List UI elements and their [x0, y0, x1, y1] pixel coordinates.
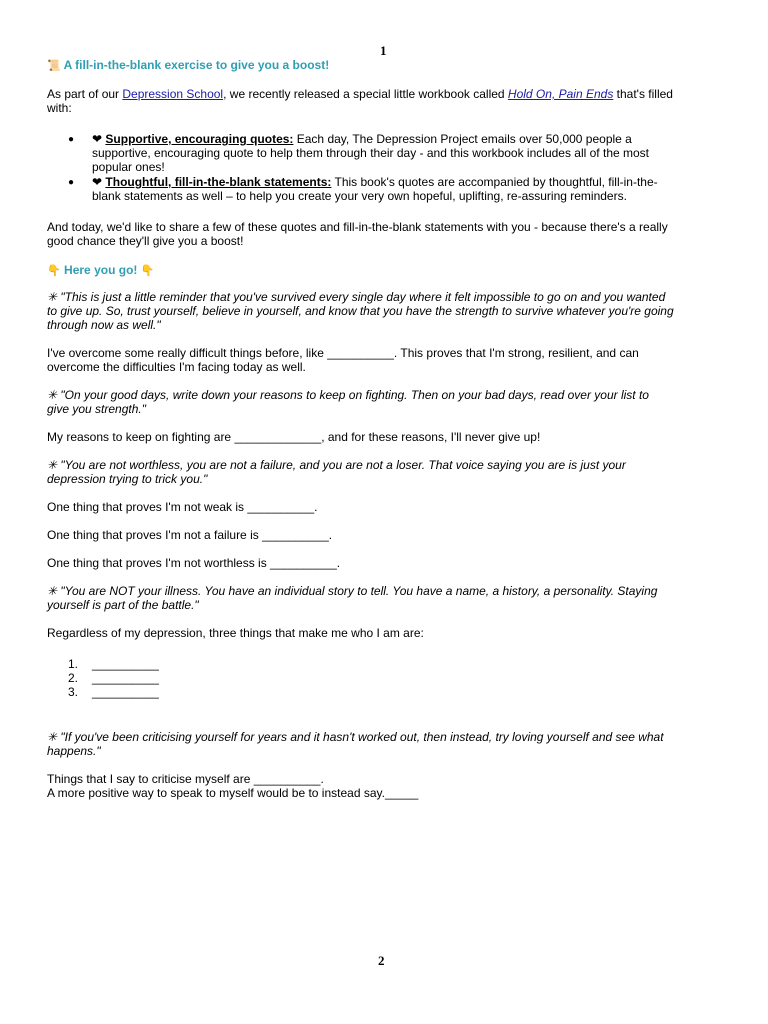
share-paragraph-line2: good chance they'll give you a boost! [47, 234, 244, 248]
heading-text: A fill-in-the-blank exercise to give you a boost! [63, 58, 330, 72]
list-number: 1. [68, 657, 79, 671]
fill-reasons: My reasons to keep on fighting are _____________, and for these reasons, I'll never give up! [47, 430, 541, 444]
intro-text: that's filled [613, 87, 673, 101]
fill-not-failure: One thing that proves I'm not a failure is __________. [47, 528, 333, 542]
share-paragraph-line1: And today, we'd like to share a few of these quotes and fill-in-the-blank statements with you - because there's a really [47, 220, 668, 234]
bullet-text-line3: popular ones! [92, 160, 165, 174]
quote-survived-line3: through now as well." [47, 318, 161, 332]
fill-not-weak: One thing that proves I'm not weak is __________. [47, 500, 318, 514]
quote-survived-line1: ✳ "This is just a little reminder that you've survived every single day where it felt impossible to go on and you wanted [47, 290, 666, 304]
quote-survived-line2: to give up. So, trust yourself, believe in yourself, and know that you have the strength to survive whatever you're going [47, 304, 674, 318]
fill-not-worthless: One thing that proves I'm not worthless is __________. [47, 556, 341, 570]
bullet-label: Thoughtful, fill-in-the-blank statements: [105, 175, 332, 189]
fill-overcome-line1: I've overcome some really difficult things before, like __________. This proves that I'm strong, resilient, and can [47, 346, 639, 360]
intro-text: As part of our [47, 87, 123, 101]
intro-paragraph-line2: with: [47, 101, 72, 115]
bullet-label: Supportive, encouraging quotes: [105, 132, 294, 146]
quote-not-worthless-line2: depression trying to trick you." [47, 472, 208, 486]
list-item-blank: __________ [92, 685, 159, 699]
heart-icon: ❤ [92, 132, 103, 146]
page-number-top: 1 [380, 43, 387, 58]
heart-icon: ❤ [92, 175, 103, 189]
bullet-marker: ● [68, 134, 75, 145]
quote-criticising-line2: happens." [47, 744, 101, 758]
intro-text: , we recently released a special little workbook called [223, 87, 508, 101]
quote-not-your-illness-line2: yourself is part of the battle." [47, 598, 199, 612]
heading-here-you-go [47, 263, 154, 278]
bullet-marker: ● [68, 177, 75, 188]
bullet-text-line2: blank statements as well – to help you create your very own hopeful, uplifting, re-assuring reminders. [92, 189, 627, 203]
list-number: 3. [68, 685, 79, 699]
list-item-blank: __________ [92, 671, 159, 685]
fill-positive-way: A more positive way to speak to myself would be to instead say._____ [47, 786, 419, 800]
bullet-fill-in-statements [92, 175, 658, 189]
scroll-icon: 📜 [47, 60, 61, 72]
quote-not-your-illness-line1: ✳ "You are NOT your illness. You have an individual story to tell. You have a name, a history, a personality. Staying [47, 584, 658, 598]
quote-criticising-line1: ✳ "If you've been criticising yourself for years and it hasn't worked out, then instead, try loving yourself and see what [47, 730, 664, 744]
bullet-text: Each day, The Depression Project emails over 50,000 people a [293, 132, 632, 146]
quote-not-worthless-line1: ✳ "You are not worthless, you are not a failure, and you are not a loser. That voice saying you are is just your [47, 458, 626, 472]
fill-overcome-line2: overcome the difficulties I'm facing today as well. [47, 360, 306, 374]
quote-good-days-line1: ✳ "On your good days, write down your reasons to keep on fighting. Then on your bad days, read over your list to [47, 388, 649, 402]
fill-criticise-myself: Things that I say to criticise myself are __________. [47, 772, 324, 786]
fill-three-things-intro: Regardless of my depression, three things that make me who I am are: [47, 626, 424, 640]
bullet-supportive-quotes [92, 132, 632, 146]
quote-good-days-line2: give you strength." [47, 402, 146, 416]
depression-school-link[interactable]: Depression School [122, 87, 224, 101]
page-number-bottom: 2 [378, 953, 385, 968]
bullet-text: This book's quotes are accompanied by thoughtful, fill-in-the- [331, 175, 658, 189]
intro-paragraph [47, 87, 673, 101]
heading-fill-in-exercise [47, 58, 329, 73]
list-number: 2. [68, 671, 79, 685]
hold-on-pain-ends-link[interactable]: Hold On, Pain Ends [507, 87, 614, 101]
heading-text: Here you go! [64, 263, 138, 277]
list-item-blank: __________ [92, 657, 159, 671]
bullet-text-line2: supportive, encouraging quote to help them through their day - and this workbook includes all of the most [92, 146, 649, 160]
pointing-down-icon: 👇 [47, 265, 61, 277]
pointing-down-icon: 👇 [140, 265, 155, 277]
